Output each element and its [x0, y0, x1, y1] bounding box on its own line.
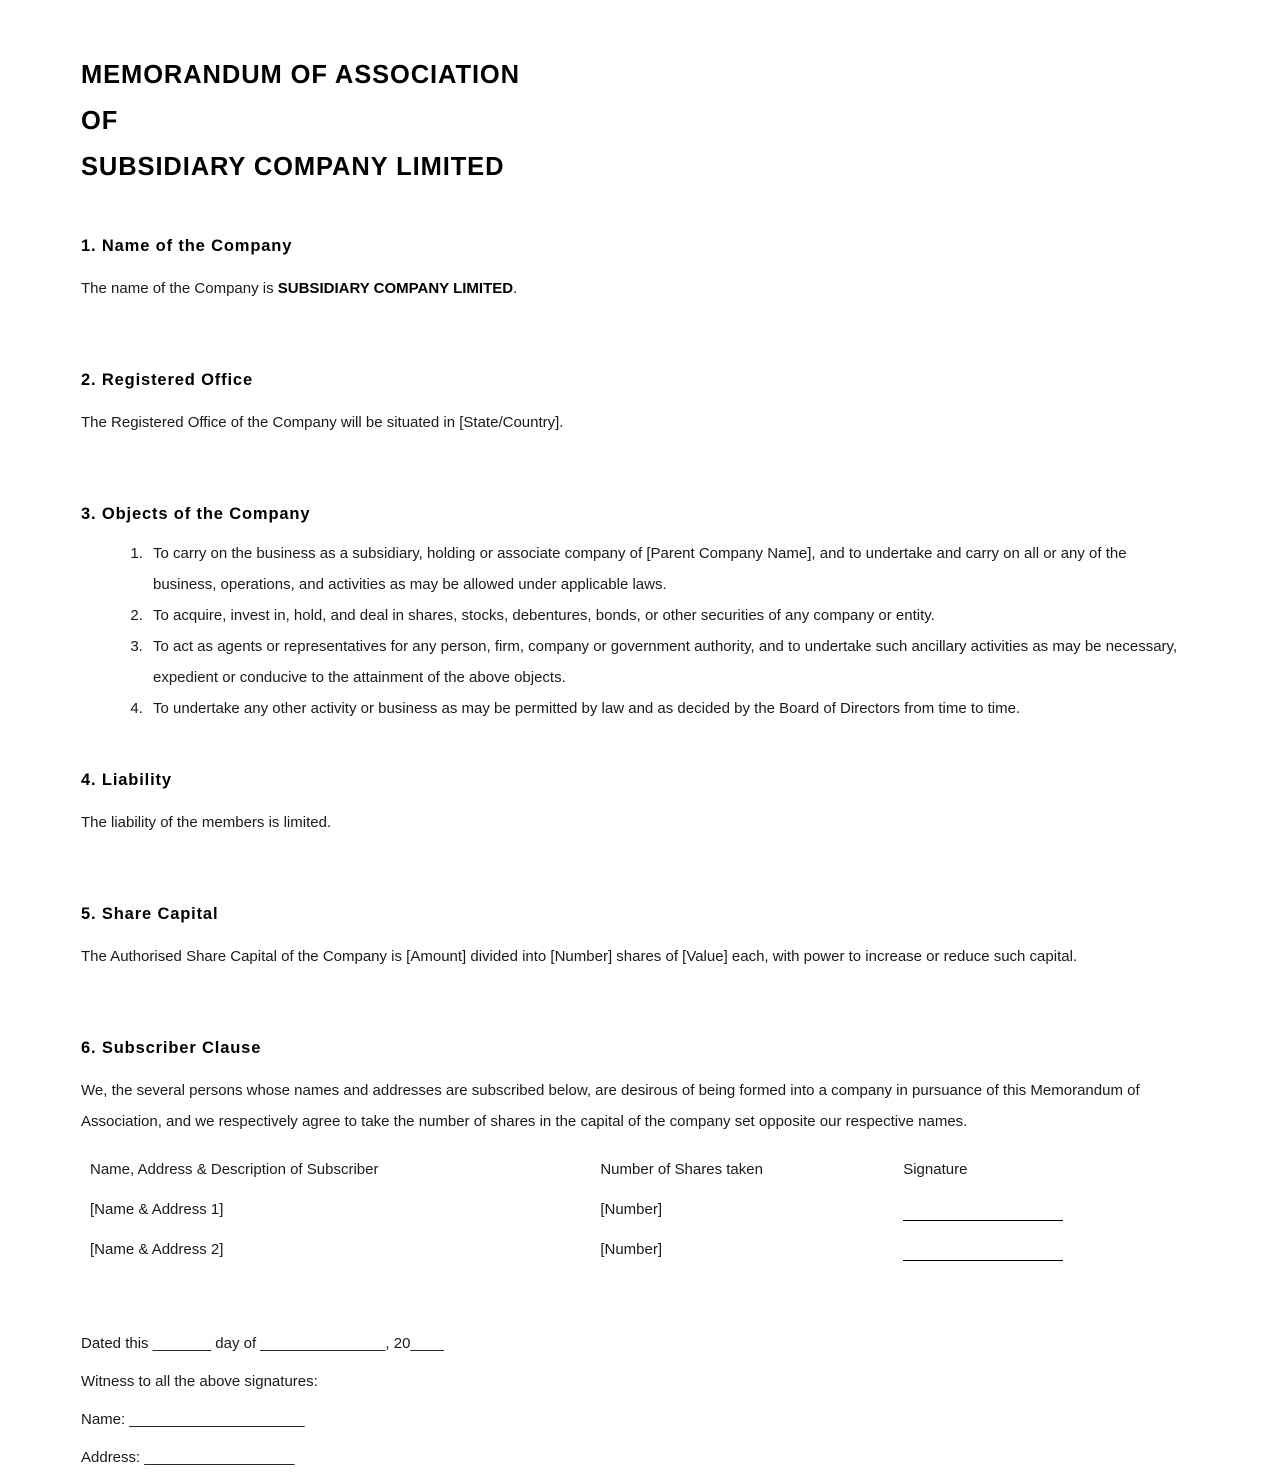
witness-name-line[interactable]: Name: _____________________	[81, 1411, 305, 1428]
objects-list	[81, 538, 1183, 724]
objects-list-item: 4. To undertake any other activity or business as may be permitted by law and as decided by the Board of Directors from time to time.	[147, 693, 1183, 724]
document-footer	[81, 1325, 1183, 1477]
section-share-capital	[81, 905, 1183, 972]
section-heading-name-of-company: 1. Name of the Company	[81, 237, 293, 255]
table-cell-subscriber: [Name & Address 1]	[90, 1201, 224, 1218]
table-row	[81, 1239, 1081, 1279]
document-title	[81, 52, 1183, 190]
name-text-before: The name of the Company is	[81, 280, 278, 297]
section-heading-share-capital: 5. Share Capital	[81, 905, 219, 923]
table-header-subscriber: Name, Address & Description of Subscriber	[90, 1161, 379, 1178]
section-text-registered-office: The Registered Office of the Company will be situated in [State/Country].	[81, 414, 564, 431]
document-title-line-3: SUBSIDIARY COMPANY LIMITED	[81, 153, 505, 181]
witness-address-line[interactable]: Address: __________________	[81, 1449, 295, 1466]
section-heading-liability: 4. Liability	[81, 771, 172, 789]
objects-list-item: 2. To acquire, invest in, hold, and deal in shares, stocks, debentures, bonds, or other securities of any company or entity.	[147, 600, 1183, 631]
section-text-liability: The liability of the members is limited.	[81, 814, 332, 831]
section-heading-subscriber-clause: 6. Subscriber Clause	[81, 1039, 262, 1057]
section-heading-registered-office: 2. Registered Office	[81, 371, 253, 389]
objects-list-item: 3. To act as agents or representatives for any person, firm, company or government authority, and to undertake such ancillary activities as may be necessary, expedient or conducive to the attainment of the above objects.	[147, 631, 1183, 693]
table-header-shares: Number of Shares taken	[600, 1161, 763, 1178]
section-subscriber-clause	[81, 1039, 1183, 1279]
document-title-line-2: OF	[81, 107, 119, 135]
table-cell-shares: [Number]	[600, 1241, 663, 1258]
name-text-after: .	[513, 280, 518, 297]
signature-line[interactable]	[903, 1204, 1063, 1221]
witness-label: Witness to all the above signatures:	[81, 1373, 318, 1390]
section-name-of-company	[81, 237, 1183, 304]
document-title-line-1: MEMORANDUM OF ASSOCIATION	[81, 61, 520, 89]
signature-line[interactable]	[903, 1244, 1063, 1261]
table-cell-shares: [Number]	[600, 1201, 663, 1218]
dated-line[interactable]: Dated this _______ day of _______________, 20____	[81, 1335, 444, 1352]
table-header-row	[81, 1159, 1081, 1199]
section-text-subscriber-clause: We, the several persons whose names and addresses are subscribed below, are desirous of being formed into a company in pursuance of this Memorandum of Association, and we respectively agree to take the number of shares in the capital of the company set opposite our respective names.	[81, 1082, 1140, 1130]
subscriber-table	[81, 1159, 1081, 1279]
table-cell-signature[interactable]	[903, 1199, 1081, 1239]
table-cell-signature[interactable]	[903, 1239, 1081, 1279]
section-text-share-capital: The Authorised Share Capital of the Company is [Amount] divided into [Number] shares of [Value] each, with power to increase or reduce such capital.	[81, 948, 1078, 965]
table-header-signature: Signature	[903, 1161, 968, 1178]
section-objects	[81, 505, 1183, 724]
objects-list-item: 1. To carry on the business as a subsidiary, holding or associate company of [Parent Company Name], and to undertake and carry on all or any of the business, operations, and activities as may be allowed under applicable laws.	[147, 538, 1183, 600]
table-row	[81, 1199, 1081, 1239]
section-registered-office	[81, 371, 1183, 438]
section-heading-objects: 3. Objects of the Company	[81, 505, 311, 523]
section-text-name-of-company	[81, 273, 1163, 304]
table-cell-subscriber: [Name & Address 2]	[90, 1241, 224, 1258]
company-name-value: SUBSIDIARY COMPANY LIMITED	[277, 280, 514, 297]
section-liability	[81, 771, 1183, 838]
